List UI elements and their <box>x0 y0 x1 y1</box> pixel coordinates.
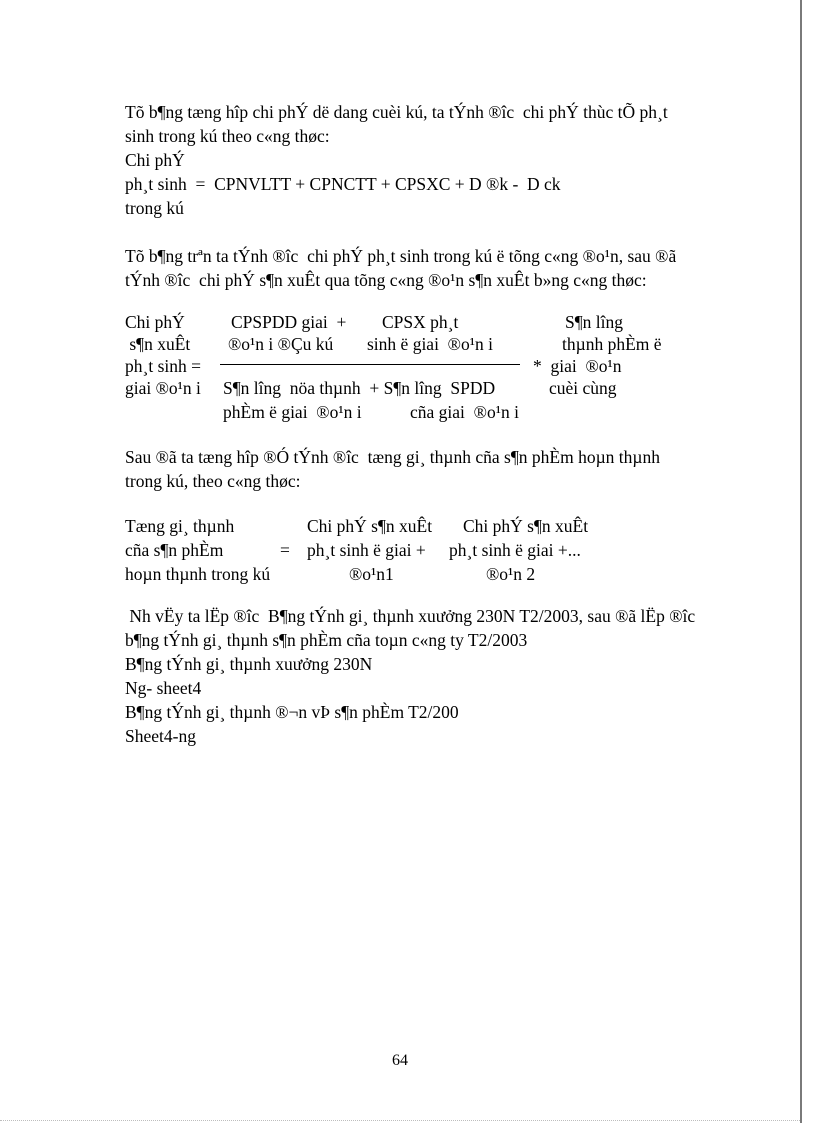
para1-line1: Tõ b¶ng tæng hîp chi phÝ dë dang cuèi kú, ta tÝnh ®îc chi phÝ thùc tÕ ph¸t <box>125 102 668 122</box>
para4-line1: Nh vËy ta lËp ®îc B¶ng tÝnh gi¸ thµnh xuưởng 230N T2/2003, sau ®ã lËp ®îc <box>125 606 696 626</box>
para4-line6: Sheet4-ng <box>125 726 196 746</box>
formula2-term1-line1: Chi phÝ s¶n xuÊt <box>307 516 433 536</box>
formula1-numerator-term1-line1: CPSPDD giai + <box>231 312 347 332</box>
formula1-left-line1: Chi phÝ <box>125 312 185 332</box>
para1-line3: Chi phÝ <box>125 150 185 170</box>
formula1-right-line2: thµnh phÈm ë <box>562 334 662 354</box>
formula1-right-line3: cuèi cùng <box>549 378 617 398</box>
page-bottom-edge <box>0 1120 800 1121</box>
formula1-fraction-bar <box>220 364 520 365</box>
formula1-multiplier: * giai ®o¹n <box>533 356 622 376</box>
formula1-numerator-term1-line2: ®o¹n i ®Çu kú <box>228 334 334 354</box>
page-number: 64 <box>392 1052 408 1069</box>
para4-line4: Ng- sheet4 <box>125 678 202 698</box>
formula2-equals: = <box>280 540 290 560</box>
formula1-denominator-line1: S¶n lîng nöa thµnh + S¶n lîng SPDD <box>223 378 496 398</box>
formula1-denominator-line2: phÈm ë giai ®o¹n i <box>223 402 362 422</box>
formula2-left-line2: cña s¶n phÈm <box>125 540 224 560</box>
formula1-left-line2: s¶n xuÊt <box>125 334 191 354</box>
formula1-denominator-line3: cña giai ®o¹n i <box>410 402 519 422</box>
formula2-left-line1: Tæng gi¸ thµnh <box>125 516 235 536</box>
para1-line2: sinh trong kú theo c«ng thøc: <box>125 126 330 146</box>
para3-line2: trong kú, theo c«ng thøc: <box>125 471 301 491</box>
page-right-edge <box>800 0 816 1123</box>
formula1-numerator-term2-line2: sinh ë giai ®o¹n i <box>367 334 493 354</box>
para1-formula: ph¸t sinh = CPNVLTT + CPNCTT + CPSXC + D ®k - D ck <box>125 174 561 194</box>
para4-line2: b¶ng tÝnh gi¸ thµnh s¶n phÈm cña toµn c«ng ty T2/2003 <box>125 630 528 650</box>
para3-line1: Sau ®ã ta tæng hîp ®Ó tÝnh ®îc tæng gi¸ thµnh cña s¶n phÈm hoµn thµnh <box>125 447 660 467</box>
formula1-left-line4: giai ®o¹n i <box>125 378 201 398</box>
formula1-numerator-term2-line1: CPSX ph¸t <box>382 312 459 332</box>
para1-line5: trong kú <box>125 198 184 218</box>
formula2-term2-line3: ®o¹n 2 <box>486 564 536 584</box>
formula2-left-line3: hoµn thµnh trong kú <box>125 564 271 584</box>
para4-line3: B¶ng tÝnh gi¸ thµnh xuưởng 230N <box>125 654 373 674</box>
formula2-term2-line1: Chi phÝ s¶n xuÊt <box>463 516 589 536</box>
formula2-term2-line2: ph¸t sinh ë giai +... <box>449 540 581 560</box>
formula2-term1-line3: ®o¹n1 <box>349 564 394 584</box>
formula2-term1-line2: ph¸t sinh ë giai + <box>307 540 426 560</box>
formula1-right-line1: S¶n lîng <box>565 312 624 332</box>
formula1-left-line3: ph¸t sinh = <box>125 356 201 376</box>
para2-line2: tÝnh ®îc chi phÝ s¶n xuÊt qua tõng c«ng ®o¹n s¶n xuÊt b»ng c«ng thøc: <box>125 270 647 290</box>
para2-line1: Tõ b¶ng trªn ta tÝnh ®îc chi phÝ ph¸t sinh trong kú ë tõng c«ng ®o¹n, sau ®ã <box>125 246 677 266</box>
para4-line5: B¶ng tÝnh gi¸ thµnh ®¬n vÞ s¶n phÈm T2/200 <box>125 702 459 722</box>
